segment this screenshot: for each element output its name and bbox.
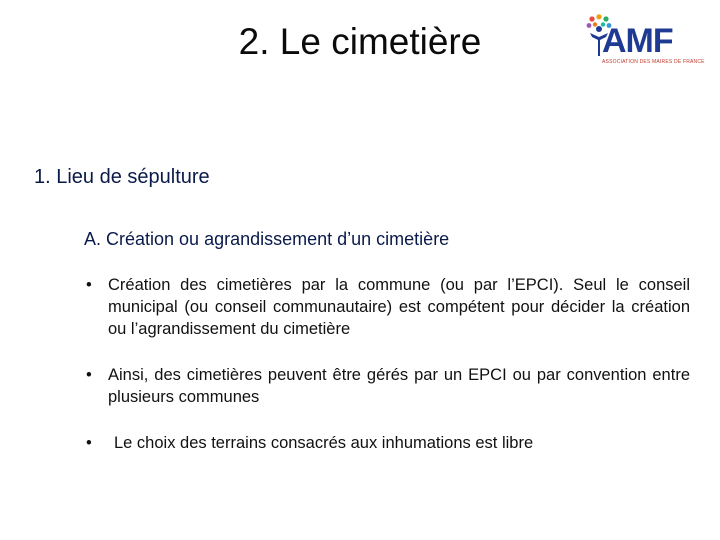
bullet-marker: • xyxy=(86,276,92,294)
logo-subtitle: ASSOCIATION DES MAIRES DE FRANCE xyxy=(602,59,705,65)
amf-logo xyxy=(586,10,712,72)
bullet-list xyxy=(84,274,690,454)
bullet-item xyxy=(84,364,690,408)
logo-wordmark: AMF xyxy=(602,22,673,60)
bullet-text: Le choix des terrains consacrés aux inhumations est libre xyxy=(114,434,534,452)
bullet-item xyxy=(84,432,690,454)
bullet-text: Création des cimetières par la commune (ou par l’EPCI). Seul le conseil municipal (ou conseil communautaire) est compétent pour décider la création ou l’agrandissement du cimetière xyxy=(108,276,690,338)
bullet-item xyxy=(84,274,690,340)
slide-title: 2. Le cimetière xyxy=(238,21,482,62)
bullet-text: Ainsi, des cimetières peuvent être gérés par un EPCI ou par convention entre plusieurs communes xyxy=(108,366,690,406)
section-heading: 1. Lieu de sépulture xyxy=(34,166,210,188)
bullet-marker: • xyxy=(86,434,92,452)
sub-heading: A. Création ou agrandissement d’un cimetière xyxy=(84,229,450,249)
bullet-marker: • xyxy=(86,366,92,384)
